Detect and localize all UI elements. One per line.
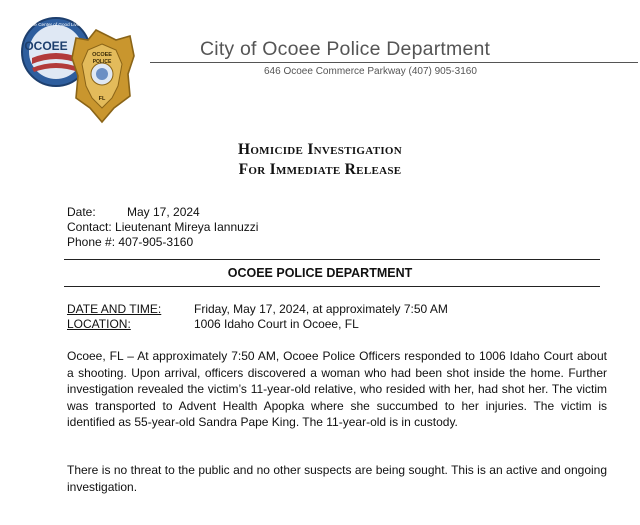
section-title: OCOEE POLICE DEPARTMENT (227, 266, 413, 280)
body-paragraph-incident: Ocoee, FL – At approximately 7:50 AM, Ocoee Police Officers responded to 1006 Idaho Court about a shooting. Upon arrival, officers discovered a woman who had been shot inside the home. Further investigation revealed the victim’s 11-year-old relative, who resided with her, had shot her. The victim was transported to Advent Health Apopka where she succumbed to her injuries. The victim is identified as 55-year-old Sandra Pape King. The 11-year-old is in custody. (67, 349, 607, 430)
date-time-value: Friday, May 17, 2024, at approximately 7:50 AM (194, 302, 448, 316)
meta-phone-value: 407-905-3160 (118, 235, 194, 249)
department-address: 646 Ocoee Commerce Parkway (407) 905-3160 (264, 66, 477, 77)
date-time-label: DATE AND TIME: (67, 302, 162, 316)
meta-phone (67, 235, 193, 250)
department-logo (18, 12, 138, 124)
meta-contact-label: Contact: (67, 220, 112, 234)
meta-phone-label: Phone #: (67, 235, 116, 249)
letterhead-divider (150, 62, 638, 63)
meta-date-value: May 17, 2024 (127, 205, 200, 219)
location-label: LOCATION: (67, 317, 131, 331)
section-rule-bottom (64, 286, 600, 287)
department-name: City of Ocoee Police Department (200, 38, 491, 60)
body-paragraph-status: There is no threat to the public and no other suspects are being sought. This is an active and ongoing investigation. (67, 463, 607, 494)
svg-text:POLICE: POLICE (92, 59, 112, 65)
svg-text:FL: FL (98, 96, 106, 102)
headline-release: For Immediate Release (238, 161, 402, 178)
location-value: 1006 Idaho Court in Ocoee, FL (194, 317, 359, 331)
meta-contact (67, 220, 258, 235)
seal-text: The Center of Good Living (29, 22, 83, 27)
police-badge (72, 30, 134, 122)
meta-contact-value: Lieutenant Mireya Iannuzzi (115, 220, 259, 234)
headline-title: Homicide Investigation (237, 141, 403, 158)
svg-text:OCOEE: OCOEE (92, 52, 112, 58)
section-rule-top (64, 259, 600, 260)
city-text: OCOEE (24, 39, 68, 53)
meta-date (67, 205, 200, 220)
meta-date-label: Date: (67, 205, 96, 219)
